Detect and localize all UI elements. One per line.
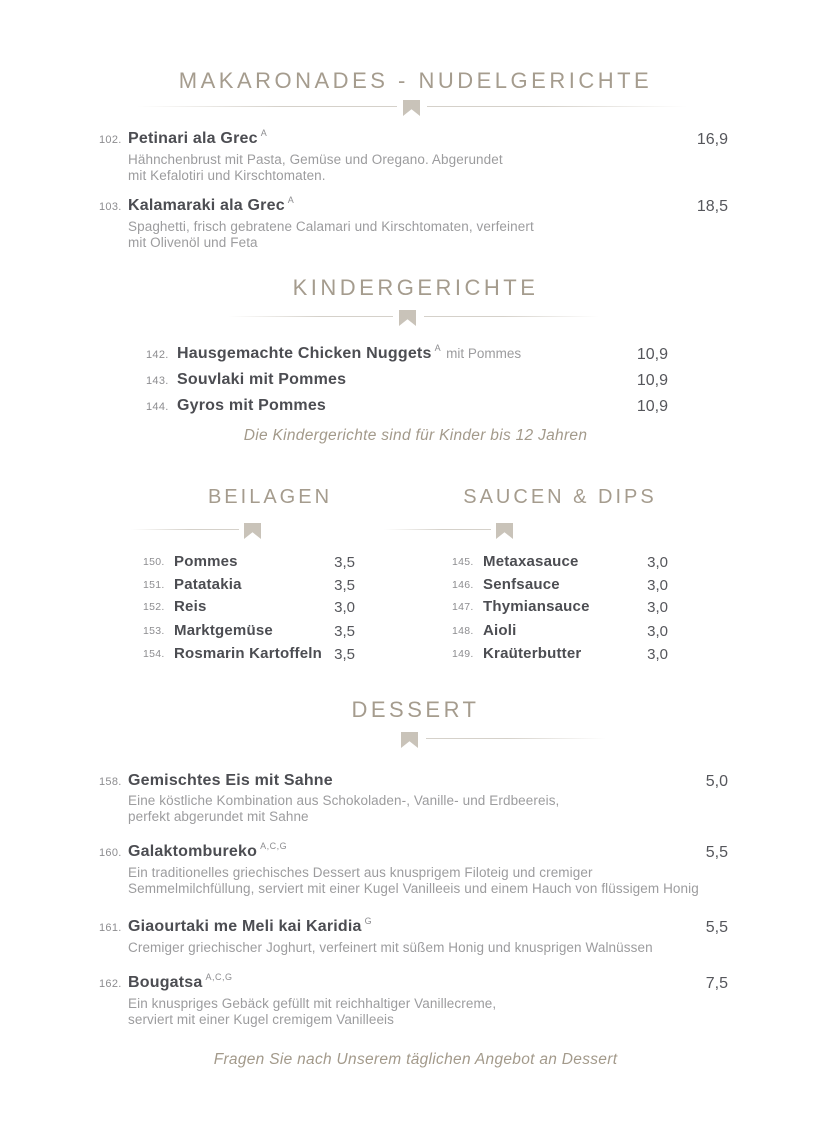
item-price: 5,0 xyxy=(705,773,728,790)
item-description-line: perfekt abgerundet mit Sahne xyxy=(128,809,309,824)
item-description-line: Semmelmilchfüllung, serviert mit einer Kugel Vanilleeis und einem Hauch von flüssigem Honig xyxy=(128,881,699,896)
item-number: 161. xyxy=(99,922,122,934)
menu-item-144 xyxy=(146,396,668,416)
divider-line xyxy=(137,106,397,107)
item-price: 5,5 xyxy=(705,844,728,861)
allergen-code: A xyxy=(260,128,268,138)
item-price: 18,5 xyxy=(696,198,728,215)
item-description-line: Cremiger griechischer Joghurt, verfeinert mit süßem Honig und knusprigen Walnüssen xyxy=(128,940,653,955)
menu-item-103 xyxy=(99,196,728,251)
bookmark-ribbon-icon xyxy=(401,732,418,748)
divider-line xyxy=(424,316,599,317)
item-number: 150. xyxy=(143,556,165,568)
item-number: 103. xyxy=(99,201,122,213)
item-name: Kraüterbutter xyxy=(483,645,582,662)
divider-line xyxy=(384,529,491,530)
item-number: 162. xyxy=(99,978,122,990)
menu-item-145 xyxy=(452,552,668,572)
item-name: Marktgemüse xyxy=(174,622,273,639)
item-number: 153. xyxy=(143,625,165,637)
item-number: 146. xyxy=(452,579,474,591)
item-name: Kalamaraki ala Grec xyxy=(128,197,285,214)
item-number: 143. xyxy=(146,375,169,387)
item-number: 145. xyxy=(452,556,474,568)
item-number: 102. xyxy=(99,134,122,146)
item-name: Aioli xyxy=(483,622,517,639)
item-name: Reis xyxy=(174,598,207,615)
menu-item-143 xyxy=(146,370,668,390)
item-number: 147. xyxy=(452,601,474,613)
divider-line xyxy=(131,529,239,530)
menu-item-160 xyxy=(99,842,728,897)
item-number: 160. xyxy=(99,847,122,859)
item-number: 142. xyxy=(146,349,169,361)
item-price: 3,0 xyxy=(334,599,355,616)
item-description-line: Eine köstliche Kombination aus Schokoladen-, Vanille- und Erdbeereis, xyxy=(128,793,560,808)
menu-item-150 xyxy=(143,552,355,572)
item-number: 149. xyxy=(452,648,474,660)
item-price: 3,0 xyxy=(647,554,668,571)
allergen-code: A,C,G xyxy=(205,972,233,982)
item-name: Petinari ala Grec xyxy=(128,130,258,147)
menu-item-158 xyxy=(99,771,728,825)
item-name: Thymiansauce xyxy=(483,598,590,615)
divider-line xyxy=(427,106,687,107)
item-number: 151. xyxy=(143,579,165,591)
menu-item-147 xyxy=(452,597,668,617)
item-name: Bougatsa xyxy=(128,974,203,991)
menu-item-161 xyxy=(99,917,728,956)
menu-item-102 xyxy=(99,129,728,184)
menu-item-142 xyxy=(146,344,668,365)
bookmark-ribbon-icon xyxy=(496,523,513,539)
menu-item-151 xyxy=(143,575,355,595)
bookmark-ribbon-icon xyxy=(244,523,261,539)
item-price: 3,5 xyxy=(334,554,355,571)
item-price: 3,0 xyxy=(647,623,668,640)
bookmark-ribbon-icon xyxy=(399,310,416,326)
divider-line xyxy=(228,316,393,317)
menu-item-153 xyxy=(143,621,355,641)
allergen-code: G xyxy=(364,916,373,926)
item-number: 144. xyxy=(146,401,169,413)
item-name: Patatakia xyxy=(174,576,242,593)
item-name: Gemischtes Eis mit Sahne xyxy=(128,772,333,789)
item-name: Gyros mit Pommes xyxy=(177,397,327,414)
item-name-suffix: mit Pommes xyxy=(446,346,522,361)
item-description-line: Ein traditionelles griechisches Dessert aus knusprigem Filoteig und cremiger xyxy=(128,865,593,880)
section-title-saucen-dips: SAUCEN & DIPS xyxy=(463,486,657,508)
item-description-line: serviert mit einer Kugel cremigem Vanilleeis xyxy=(128,1012,394,1027)
section-title-makaronades: MAKARONADES - NUDELGERICHTE xyxy=(178,68,653,93)
item-name: Senfsauce xyxy=(483,576,560,593)
dessert-note: Fragen Sie nach Unserem täglichen Angebot an Dessert xyxy=(213,1051,618,1068)
menu-item-148 xyxy=(452,621,668,641)
menu-item-154 xyxy=(143,644,355,664)
allergen-code: A xyxy=(434,343,442,353)
item-description-line: Ein knuspriges Gebäck gefüllt mit reichhaltiger Vanillecreme, xyxy=(128,996,497,1011)
item-name: Giaourtaki me Meli kai Karidia xyxy=(128,918,362,935)
allergen-code: A xyxy=(287,195,295,205)
item-description-line: mit Kefalotiri und Kirschtomaten. xyxy=(128,168,326,183)
item-price: 7,5 xyxy=(705,975,728,992)
item-price: 3,0 xyxy=(647,646,668,663)
item-price: 3,5 xyxy=(334,646,355,663)
item-number: 154. xyxy=(143,648,165,660)
bookmark-ribbon-icon xyxy=(403,100,420,116)
item-description-line: Hähnchenbrust mit Pasta, Gemüse und Oregano. Abgerundet xyxy=(128,152,503,167)
divider-line xyxy=(426,738,606,739)
item-price: 5,5 xyxy=(705,919,728,936)
section-title-kindergerichte: KINDERGERICHTE xyxy=(292,275,539,300)
item-number: 148. xyxy=(452,625,474,637)
item-name: Souvlaki mit Pommes xyxy=(177,371,347,388)
allergen-code: A,C,G xyxy=(260,841,288,851)
item-number: 152. xyxy=(143,601,165,613)
item-number: 158. xyxy=(99,776,122,788)
item-name: Hausgemachte Chicken Nuggets xyxy=(177,345,432,362)
item-price: 10,9 xyxy=(636,346,668,363)
item-description-line: Spaghetti, frisch gebratene Calamari und Kirschtomaten, verfeinert xyxy=(128,219,534,234)
menu-item-146 xyxy=(452,575,668,595)
item-price: 10,9 xyxy=(636,398,668,415)
item-name: Pommes xyxy=(174,553,238,570)
item-price: 3,5 xyxy=(334,577,355,594)
section-title-dessert: DESSERT xyxy=(351,697,480,722)
item-price: 3,0 xyxy=(647,599,668,616)
item-price: 10,9 xyxy=(636,372,668,389)
item-description-line: mit Olivenöl und Feta xyxy=(128,235,258,250)
item-name: Metaxasauce xyxy=(483,553,579,570)
kids-menu-note: Die Kindergerichte sind für Kinder bis 12 Jahren xyxy=(243,427,588,444)
item-price: 16,9 xyxy=(696,131,728,148)
section-title-beilagen: BEILAGEN xyxy=(207,486,333,508)
menu-item-152 xyxy=(143,597,355,617)
menu-item-162 xyxy=(99,973,728,1028)
menu-item-149 xyxy=(452,644,668,664)
item-name: Rosmarin Kartoffeln xyxy=(174,645,322,662)
item-name: Galaktombureko xyxy=(128,843,258,860)
item-price: 3,5 xyxy=(334,623,355,640)
item-price: 3,0 xyxy=(647,577,668,594)
